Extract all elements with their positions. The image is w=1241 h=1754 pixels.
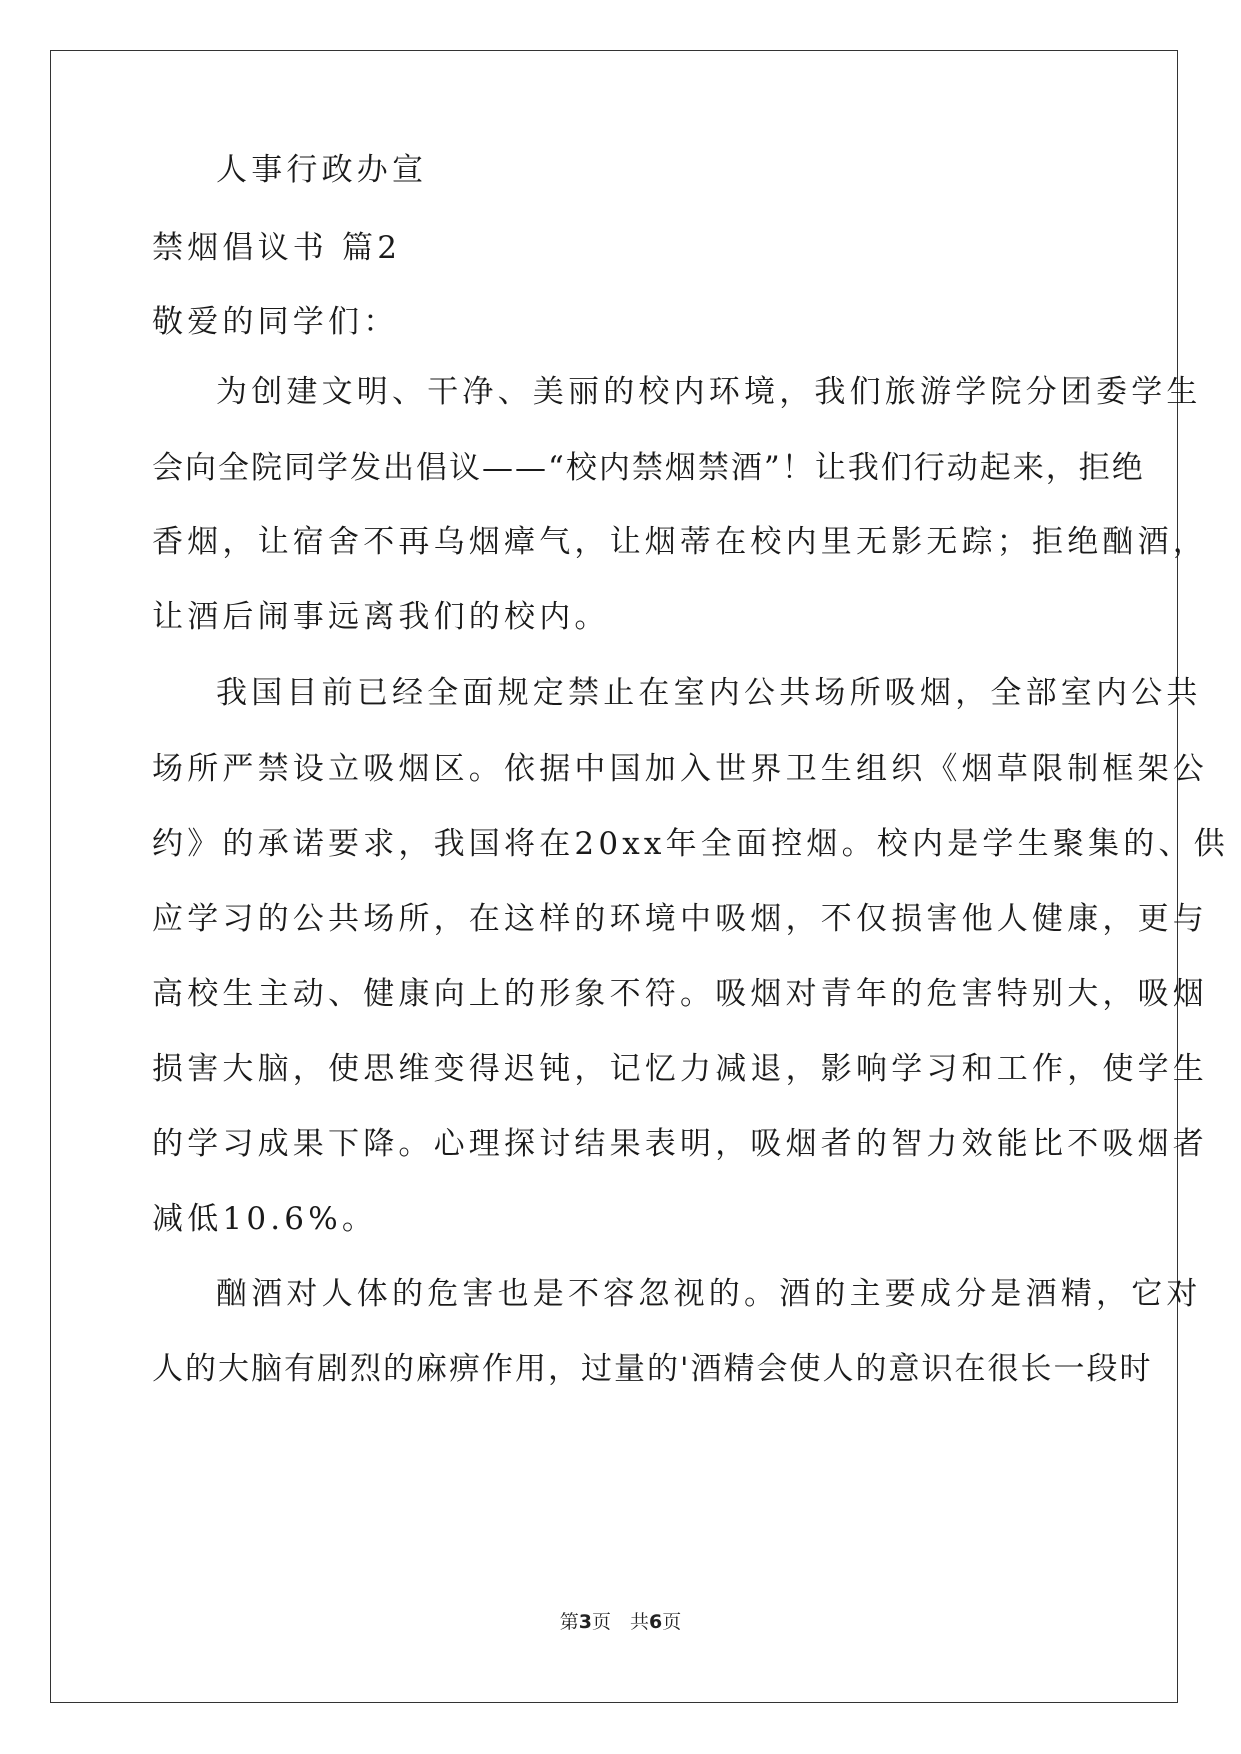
paragraph-line: 减低10.6%。	[152, 1201, 378, 1237]
current-page-number: 3	[578, 1611, 592, 1633]
document-title: 禁烟倡议书 篇2	[152, 230, 402, 266]
paragraph-line: 的学习成果下降。心理探讨结果表明，吸烟者的智力效能比不吸烟者	[152, 1126, 1208, 1162]
paragraph-line: 酗酒对人体的危害也是不容忽视的。酒的主要成分是酒精，它对	[216, 1276, 1202, 1312]
page-footer	[0, 1610, 1241, 1634]
footer-prefix: 第	[559, 1611, 579, 1633]
salutation: 敬爱的同学们：	[152, 304, 399, 340]
signature-line: 人事行政办宣	[216, 152, 428, 188]
paragraph-line: 约》的承诺要求，我国将在20xx年全面控烟。校内是学生聚集的、供	[152, 826, 1229, 862]
paragraph-line: 高校生主动、健康向上的形象不符。吸烟对青年的危害特别大，吸烟	[152, 976, 1208, 1012]
total-page-number: 6	[649, 1611, 663, 1633]
paragraph-line: 让酒后闹事远离我们的校内。	[152, 599, 610, 635]
paragraph-line: 人的大脑有剧烈的麻痹作用，过量的'酒精会使人的意识在很长一段时	[152, 1351, 1153, 1387]
paragraph-line: 场所严禁设立吸烟区。依据中国加入世界卫生组织《烟草限制框架公	[152, 751, 1208, 787]
paragraph-line: 我国目前已经全面规定禁止在室内公共场所吸烟，全部室内公共	[216, 675, 1202, 711]
paragraph-line: 应学习的公共场所，在这样的环境中吸烟，不仅损害他人健康，更与	[152, 901, 1208, 937]
footer-suffix: 页	[662, 1611, 682, 1633]
paragraph-line: 为创建文明、干净、美丽的校内环境，我们旅游学院分团委学生	[216, 374, 1202, 410]
paragraph-line: 会向全院同学发出倡议——“校内禁烟禁酒”！让我们行动起来，拒绝	[152, 450, 1145, 486]
footer-mid: 页 共	[591, 1611, 649, 1633]
paragraph-line: 损害大脑，使思维变得迟钝，记忆力减退，影响学习和工作，使学生	[152, 1051, 1208, 1087]
page-border	[50, 50, 1178, 1703]
paragraph-line: 香烟，让宿舍不再乌烟瘴气，让烟蒂在校内里无影无踪；拒绝酗酒，	[152, 524, 1208, 560]
